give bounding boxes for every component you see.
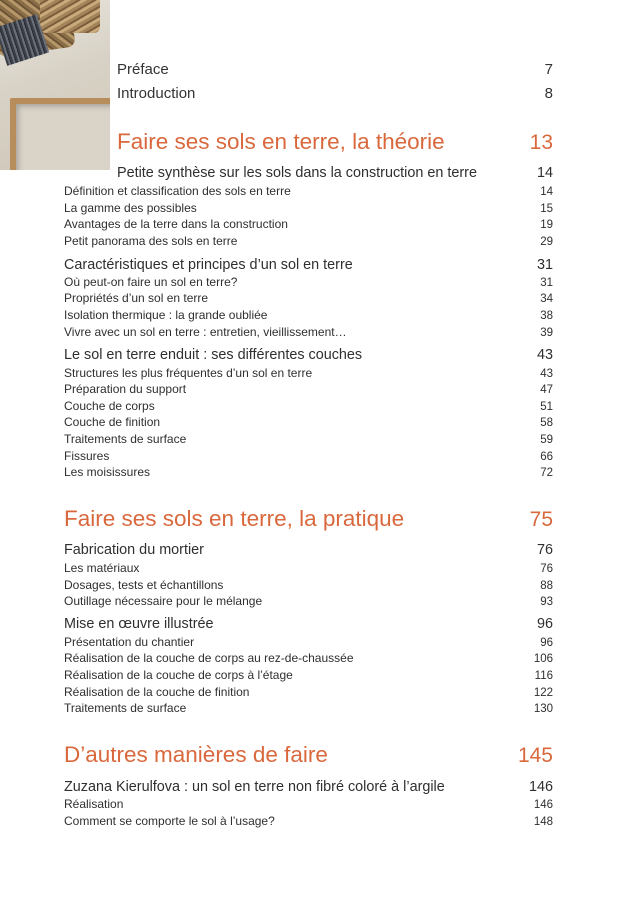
toc-entry-page: 8 (544, 85, 553, 102)
toc-item-title: Réalisation de la couche de corps à l’étage (64, 668, 293, 682)
toc-item[interactable] (64, 399, 553, 413)
toc-item-title: Réalisation (64, 797, 124, 811)
toc-item[interactable] (64, 797, 553, 811)
toc-chapter-page: 76 (536, 542, 553, 558)
toc-chapter-title: Zuzana Kierulfova : un sol en terre non fibré coloré à l’argile (64, 779, 445, 795)
toc-item-page: 38 (540, 310, 553, 322)
toc-part-page: 75 (529, 508, 553, 531)
toc-item-page: 93 (540, 596, 553, 608)
toc-chapter-heading[interactable] (117, 165, 553, 181)
toc-item-page: 96 (540, 637, 553, 649)
toc-item-page: 146 (533, 799, 553, 811)
toc-item-title: Fissures (64, 449, 110, 463)
toc-item-page: 58 (540, 417, 553, 429)
toc-chapter-page: 146 (528, 779, 553, 795)
toc-chapter-page: 31 (536, 257, 553, 273)
toc-chapter-page: 14 (536, 165, 553, 181)
toc-item-title: Outillage nécessaire pour le mélange (64, 594, 263, 608)
toc-item-title: Comment se comporte le sol à l’usage? (64, 814, 275, 828)
toc-item[interactable] (64, 325, 553, 339)
toc-item[interactable] (64, 465, 553, 479)
toc-item-page: 72 (540, 467, 553, 479)
toc-entry-title: Introduction (117, 85, 196, 102)
toc-item-title: Isolation thermique : la grande oubliée (64, 308, 268, 322)
toc-part-title: Faire ses sols en terre, la pratique (64, 506, 405, 531)
toc-item[interactable] (64, 291, 553, 305)
toc-item[interactable] (64, 432, 553, 446)
toc-item-page: 130 (533, 703, 553, 715)
toc-chapter-heading[interactable] (64, 616, 553, 632)
toc-item[interactable] (64, 234, 553, 248)
toc-entry-page: 7 (544, 61, 553, 78)
toc-item[interactable] (64, 651, 553, 665)
toc-part-title: D’autres manières de faire (64, 742, 328, 767)
toc-item[interactable] (64, 561, 553, 575)
toc-chapter-heading[interactable] (64, 257, 553, 273)
toc-item-title: La gamme des possibles (64, 201, 197, 215)
toc-item-page: 116 (534, 670, 553, 682)
toc-item-page: 59 (540, 434, 553, 446)
toc-chapter-title: Petite synthèse sur les sols dans la construction en terre (117, 165, 477, 181)
toc-item-page: 51 (540, 401, 553, 413)
toc-item[interactable] (64, 685, 553, 699)
toc-part-page: 13 (529, 131, 553, 154)
cover-photo (0, 0, 110, 170)
toc-item-title: Définition et classification des sols en terre (64, 184, 291, 198)
toc-item-title: Où peut-on faire un sol en terre? (64, 275, 238, 289)
toc-item-page: 76 (540, 563, 553, 575)
toc-item-title: Structures les plus fréquentes d’un sol en terre (64, 366, 313, 380)
toc-chapter-title: Caractéristiques et principes d’un sol en terre (64, 257, 353, 273)
toc-entry-preface[interactable] (117, 61, 553, 78)
toc-item[interactable] (64, 275, 553, 289)
toc-item-page: 122 (533, 687, 553, 699)
toc-item[interactable] (64, 578, 553, 592)
toc-item[interactable] (64, 308, 553, 322)
toc-item-page: 148 (533, 816, 553, 828)
toc-item[interactable] (64, 594, 553, 608)
toc-item[interactable] (64, 449, 553, 463)
toc-item-title: Préparation du support (64, 382, 187, 396)
toc-item-title: Présentation du chantier (64, 635, 195, 649)
toc-item[interactable] (64, 184, 553, 198)
toc-chapter-title: Fabrication du mortier (64, 542, 204, 558)
toc-item-title: Couche de corps (64, 399, 155, 413)
toc-item-title: Réalisation de la couche de corps au rez-de-chaussée (64, 651, 354, 665)
toc-item[interactable] (64, 668, 553, 682)
toc-item[interactable] (64, 814, 553, 828)
toc-part-heading[interactable] (64, 742, 553, 768)
toc-chapter-page: 96 (536, 616, 553, 632)
toc-item-page: 14 (540, 186, 553, 198)
toc-entry-introduction[interactable] (117, 85, 553, 102)
toc-item[interactable] (64, 366, 553, 380)
toc-chapter-title: Le sol en terre enduit : ses différentes couches (64, 347, 363, 363)
toc-chapter-heading[interactable] (64, 347, 553, 363)
toc-item-page: 19 (540, 219, 553, 231)
toc-item-title: Les moisissures (64, 465, 151, 479)
toc-item[interactable] (64, 415, 553, 429)
toc-chapter-title: Mise en œuvre illustrée (64, 616, 214, 632)
toc-part-title: Faire ses sols en terre, la théorie (117, 129, 445, 154)
toc-item-page: 88 (540, 580, 553, 592)
toc-item-page: 106 (533, 653, 553, 665)
toc-item-title: Traitements de surface (64, 701, 187, 715)
toc-item-page: 39 (540, 327, 553, 339)
toc-chapter-heading[interactable] (64, 542, 553, 558)
basket-shape (40, 0, 100, 33)
wooden-box-shape (10, 98, 110, 170)
toc-item-page: 47 (540, 384, 553, 396)
toc-chapter-page: 43 (536, 347, 553, 363)
toc-part-page: 145 (517, 744, 553, 767)
toc-item-page: 66 (540, 451, 553, 463)
toc-item-title: Réalisation de la couche de finition (64, 685, 250, 699)
toc-item-page: 31 (540, 277, 553, 289)
toc-part-heading[interactable] (117, 129, 553, 155)
toc-item-title: Traitements de surface (64, 432, 187, 446)
toc-item-page: 29 (540, 236, 553, 248)
toc-item[interactable] (64, 201, 553, 215)
toc-item-title: Dosages, tests et échantillons (64, 578, 224, 592)
toc-item-page: 34 (540, 293, 553, 305)
toc-item-title: Les matériaux (64, 561, 140, 575)
toc-item-title: Vivre avec un sol en terre : entretien, vieillissement… (64, 325, 347, 339)
toc-chapter-heading[interactable] (64, 779, 553, 795)
toc-item[interactable] (64, 635, 553, 649)
toc-entry-title: Préface (117, 61, 169, 78)
toc-part-heading[interactable] (64, 506, 553, 532)
toc-item-title: Couche de finition (64, 415, 161, 429)
toc-item-page: 15 (540, 203, 553, 215)
toc-item-page: 43 (540, 368, 553, 380)
toc-item[interactable] (64, 701, 553, 715)
toc-item-title: Propriétés d’un sol en terre (64, 291, 209, 305)
toc-item-title: Petit panorama des sols en terre (64, 234, 238, 248)
toc-item[interactable] (64, 217, 553, 231)
toc-item[interactable] (64, 382, 553, 396)
toc-item-title: Avantages de la terre dans la construction (64, 217, 288, 231)
